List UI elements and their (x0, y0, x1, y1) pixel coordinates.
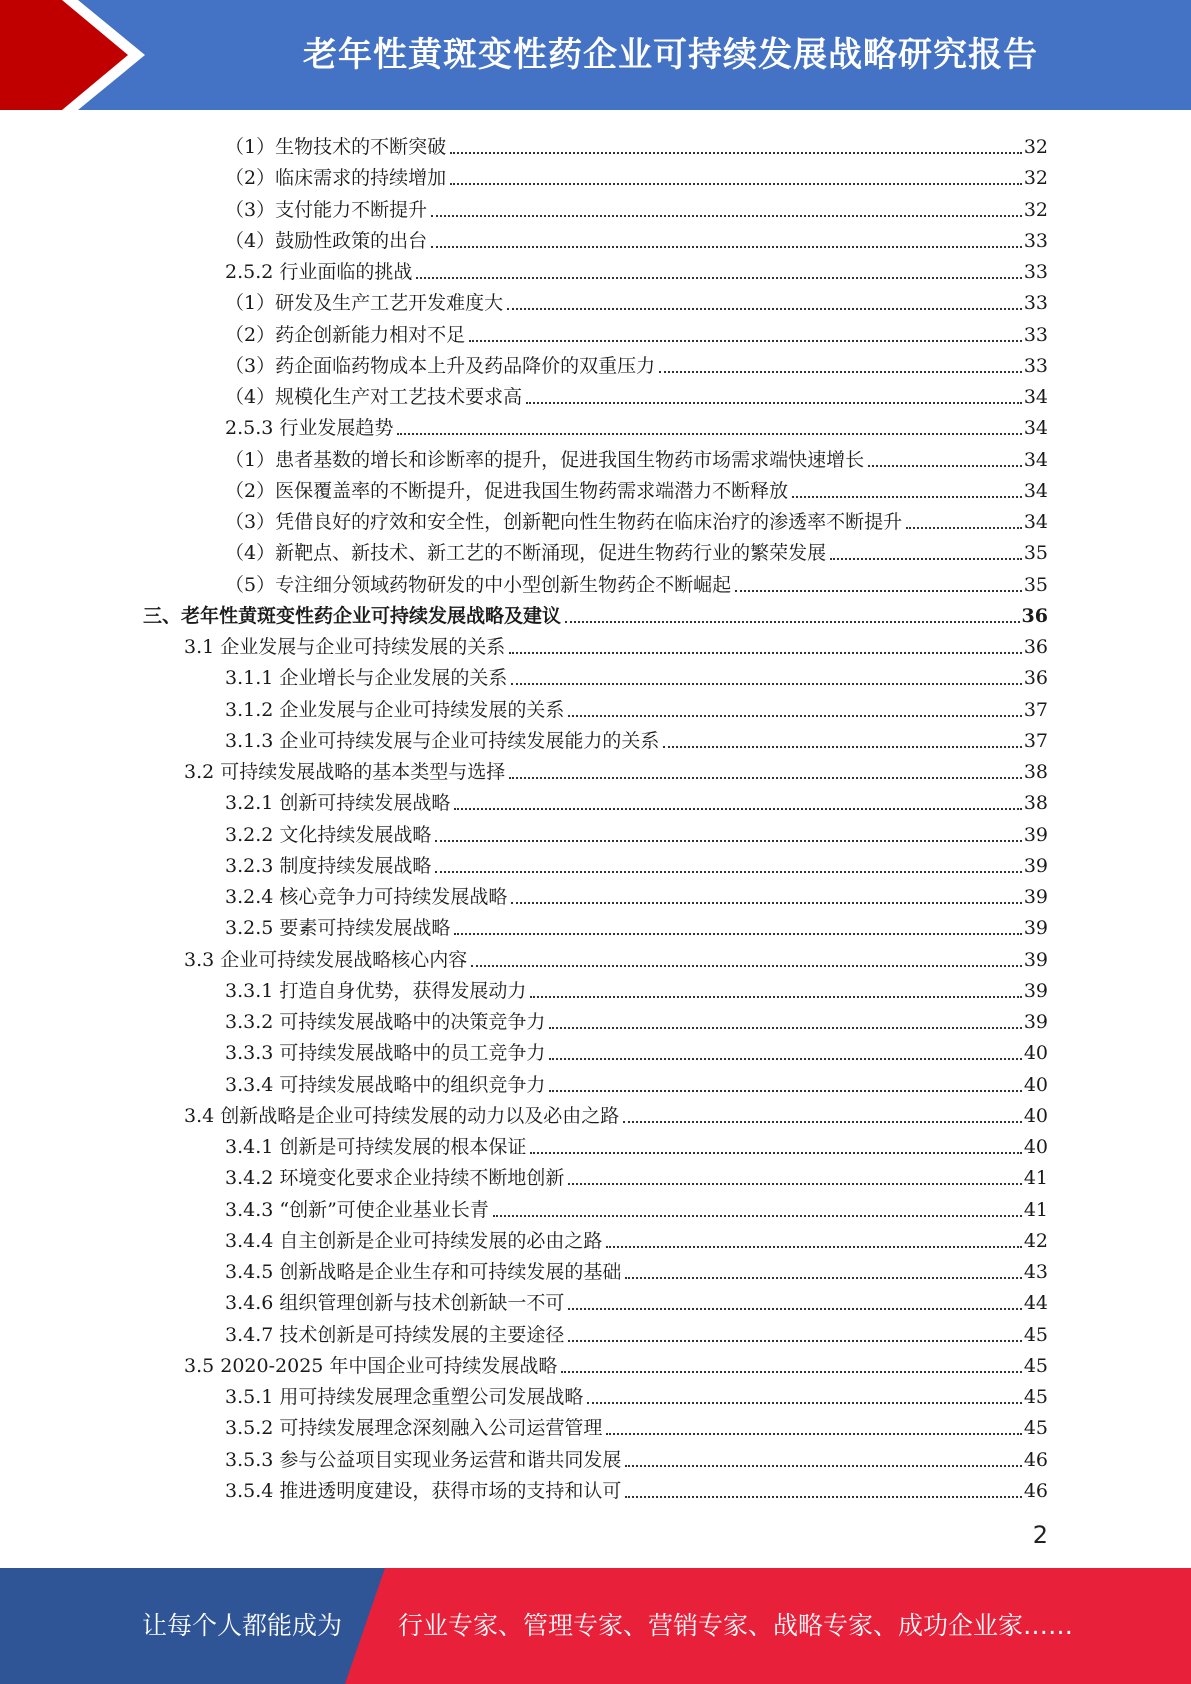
toc-entry-page: 39 (1023, 1011, 1048, 1033)
toc-entry[interactable] (225, 346, 1048, 377)
toc-dot-leader (454, 933, 1021, 935)
toc-dot-leader (507, 308, 1022, 310)
toc-entry[interactable] (225, 221, 1048, 252)
toc-entry[interactable] (225, 408, 1048, 439)
toc-entry[interactable] (225, 815, 1048, 846)
toc-entry-label: 3.5.2 可持续发展理念深刻融入公司运营管理 (225, 1417, 603, 1440)
toc-entry[interactable] (225, 377, 1048, 408)
toc-entry[interactable] (225, 502, 1048, 533)
toc-entry-page: 32 (1023, 198, 1048, 221)
toc-entry-label: （3）凭借良好的疗效和安全性，创新靶向性生物药在临床治疗的渗透率不断提升 (225, 511, 903, 533)
toc-dot-leader (659, 371, 1022, 373)
toc-entry-page: 40 (1023, 1042, 1048, 1065)
toc-entry-label: （2）医保覆盖率的不断提升，促进我国生物药需求端潜力不断释放 (225, 479, 789, 502)
toc-dot-leader (568, 715, 1021, 717)
toc-entry[interactable] (225, 1221, 1048, 1252)
toc-entry-label: （1）生物技术的不断突破 (225, 136, 447, 158)
toc-entry-label: 3.3.3 可持续发展战略中的员工竞争力 (225, 1042, 546, 1065)
toc-dot-leader (792, 496, 1022, 498)
toc-entry-page: 33 (1023, 323, 1048, 346)
toc-dot-leader (511, 902, 1021, 904)
toc-entry-label: 3.5.3 参与公益项目实现业务运营和谐共同发展 (225, 1448, 622, 1471)
toc-entry-page: 44 (1023, 1292, 1048, 1315)
toc-entry-label: （3）药企面临药物成本上升及药品降价的双重压力 (225, 354, 656, 377)
toc-dot-leader (469, 340, 1022, 342)
toc-entry-page: 33 (1023, 229, 1048, 252)
toc-entry[interactable] (225, 1158, 1048, 1189)
toc-entry-label: 3.4.4 自主创新是企业可持续发展的必由之路 (225, 1229, 603, 1252)
toc-entry[interactable] (225, 1065, 1048, 1096)
toc-entry-page: 39 (1023, 823, 1048, 846)
toc-entry[interactable] (225, 471, 1048, 502)
toc-entry-page: 41 (1023, 1198, 1048, 1221)
toc-entry-label: 3.4.1 创新是可持续发展的根本保证 (225, 1136, 527, 1158)
toc-entry[interactable] (225, 1377, 1048, 1408)
toc-entry[interactable] (225, 1252, 1048, 1283)
toc-dot-leader (549, 1027, 1021, 1029)
toc-entry[interactable] (225, 127, 1048, 158)
toc-entry-label: 2.5.2 行业面临的挑战 (225, 261, 413, 283)
toc-entry-page: 40 (1023, 1073, 1048, 1096)
toc-dot-leader (561, 1371, 1021, 1373)
toc-dot-leader (431, 246, 1022, 248)
toc-entry-page: 37 (1023, 698, 1048, 721)
toc-dot-leader (530, 996, 1021, 998)
toc-entry-label: 3.5.1 用可持续发展理念重塑公司发展战略 (225, 1386, 584, 1408)
toc-dot-leader (454, 808, 1021, 810)
toc-entry-label: 3.2.3 制度持续发展战略 (225, 854, 432, 877)
toc-entry-page: 33 (1023, 261, 1048, 283)
toc-dot-leader (568, 1308, 1021, 1310)
toc-entry-label: 3.5 2020-2025 年中国企业可持续发展战略 (184, 1354, 558, 1377)
toc-entry-page: 34 (1023, 386, 1048, 408)
toc-dot-leader (868, 465, 1022, 467)
toc-entry[interactable] (184, 752, 1048, 783)
toc-entry-page: 35 (1023, 573, 1048, 596)
toc-entry-label: （5）专注细分领域药物研发的中小型创新生物药企不断崛起 (225, 573, 732, 596)
toc-entry-page: 36 (1023, 667, 1048, 690)
toc-dot-leader (565, 621, 1020, 623)
toc-entry[interactable] (225, 1033, 1048, 1064)
toc-entry-page: 42 (1023, 1229, 1048, 1252)
toc-entry-label: （4）规模化生产对工艺技术要求高 (225, 386, 523, 408)
toc-dot-leader (471, 965, 1022, 967)
toc-entry-page: 37 (1023, 729, 1048, 752)
toc-entry[interactable] (225, 877, 1048, 908)
toc-dot-leader (568, 1183, 1021, 1185)
toc-dot-leader (509, 652, 1022, 654)
toc-entry-page: 34 (1023, 479, 1048, 502)
toc-entry[interactable] (225, 783, 1048, 814)
toc-entry[interactable] (184, 1346, 1048, 1377)
toc-entry-page: 45 (1023, 1417, 1048, 1440)
toc-entry-label: 3.3.2 可持续发展战略中的决策竞争力 (225, 1011, 546, 1033)
toc-entry-page: 34 (1023, 448, 1048, 471)
toc-entry-label: 3.1 企业发展与企业可持续发展的关系 (184, 636, 506, 658)
toc-entry-label: 2.5.3 行业发展趋势 (225, 417, 394, 440)
toc-entry-page: 38 (1023, 761, 1048, 783)
toc-dot-leader (493, 1215, 1022, 1217)
toc-entry-page: 33 (1023, 354, 1048, 377)
toc-entry-page: 45 (1023, 1386, 1048, 1408)
toc-dot-leader (623, 1121, 1022, 1123)
toc-entry[interactable] (225, 1471, 1048, 1502)
toc-dot-leader (435, 840, 1021, 842)
toc-dot-leader (509, 777, 1022, 779)
toc-entry-label: 3.4.5 创新战略是企业生存和可持续发展的基础 (225, 1261, 622, 1283)
toc-dot-leader (587, 1402, 1021, 1404)
toc-entry[interactable] (225, 846, 1048, 877)
toc-entry[interactable] (225, 1408, 1048, 1439)
toc-entry-page: 39 (1023, 886, 1048, 908)
toc-entry-page: 45 (1023, 1323, 1048, 1346)
toc-dot-leader (735, 590, 1022, 592)
toc-entry-page: 39 (1023, 948, 1048, 971)
toc-entry-label: 3.2 可持续发展战略的基本类型与选择 (184, 761, 506, 783)
toc-entry-page: 45 (1023, 1354, 1048, 1377)
toc-entry-page: 36 (1023, 636, 1048, 658)
page-header (0, 0, 1191, 110)
toc-dot-leader (549, 1058, 1021, 1060)
toc-entry-label: 3.1.3 企业可持续发展与企业可持续发展能力的关系 (225, 729, 660, 752)
toc-entry-page: 32 (1023, 167, 1048, 190)
toc-entry[interactable] (225, 565, 1048, 596)
toc-entry-label: （4）新靶点、新技术、新工艺的不断涌现，促进生物药行业的繁荣发展 (225, 542, 827, 565)
toc-entry-page: 46 (1023, 1448, 1048, 1471)
toc-entry[interactable] (225, 721, 1048, 752)
toc-entry-label: （2）药企创新能力相对不足 (225, 323, 466, 346)
toc-entry-label: 3.2.5 要素可持续发展战略 (225, 917, 451, 940)
toc-entry[interactable] (225, 1283, 1048, 1314)
toc-entry-page: 39 (1023, 917, 1048, 940)
toc-dot-leader (549, 1090, 1021, 1092)
toc-dot-leader (830, 558, 1022, 560)
toc-entry[interactable] (225, 1315, 1048, 1346)
toc-dot-leader (450, 152, 1022, 154)
toc-dot-leader (450, 183, 1022, 185)
toc-entry-label: 三、老年性黄斑变性药企业可持续发展战略及建议 (143, 604, 562, 627)
toc-entry[interactable] (225, 533, 1048, 564)
toc-entry[interactable] (184, 940, 1048, 971)
toc-dot-leader (511, 683, 1021, 685)
toc-entry-page: 46 (1023, 1479, 1048, 1502)
toc-entry-page: 35 (1023, 542, 1048, 565)
toc-entry[interactable] (225, 158, 1048, 189)
toc-entry-page: 34 (1023, 417, 1048, 440)
toc-entry[interactable] (225, 971, 1048, 1002)
toc-entry-label: 3.1.1 企业增长与企业发展的关系 (225, 667, 508, 690)
toc-dot-leader (416, 277, 1021, 279)
toc-dot-leader (435, 871, 1021, 873)
toc-entry-label: 3.4.7 技术创新是可持续发展的主要途径 (225, 1323, 565, 1346)
toc-entry-page: 38 (1023, 792, 1048, 815)
toc-entry-page: 40 (1023, 1104, 1048, 1127)
toc-entry-label: 3.2.4 核心竞争力可持续发展战略 (225, 886, 508, 908)
toc-entry-label: （1）研发及生产工艺开发难度大 (225, 292, 504, 315)
toc-entry[interactable] (143, 596, 1048, 627)
page-footer (0, 1568, 1191, 1684)
toc-entry-label: （1）患者基数的增长和诊断率的提升，促进我国生物药市场需求端快速增长 (225, 448, 865, 471)
toc-entry[interactable] (225, 658, 1048, 689)
toc-entry-page: 39 (1023, 854, 1048, 877)
footer-slogan-left: 让每个人都能成为 (142, 1611, 343, 1640)
toc-entry[interactable] (225, 1440, 1048, 1471)
toc-entry-page: 41 (1023, 1167, 1048, 1190)
page-number: 2 (1032, 1521, 1048, 1549)
toc-dot-leader (663, 746, 1021, 748)
toc-dot-leader (568, 1340, 1021, 1342)
footer-slogan-right: 行业专家、管理专家、营销专家、战略专家、成功企业家…… (398, 1611, 1074, 1640)
toc-dot-leader (431, 215, 1022, 217)
toc-entry-label: 3.4.6 组织管理创新与技术创新缺一不可 (225, 1292, 565, 1315)
toc-entry-label: （2）临床需求的持续增加 (225, 167, 447, 190)
report-title: 老年性黄斑变性药企业可持续发展战略研究报告 (303, 35, 1038, 75)
toc-dot-leader (530, 1152, 1021, 1154)
toc-entry-label: 3.2.2 文化持续发展战略 (225, 823, 432, 846)
toc-entry[interactable] (225, 1002, 1048, 1033)
toc-entry[interactable] (184, 1096, 1048, 1127)
toc-entry-page: 40 (1023, 1136, 1048, 1158)
toc-entry-page: 43 (1023, 1261, 1048, 1283)
toc-dot-leader (625, 1496, 1021, 1498)
toc-entry-label: （4）鼓励性政策的出台 (225, 229, 428, 252)
toc-entry-label: 3.5.4 推进透明度建设，获得市场的支持和认可 (225, 1479, 622, 1502)
toc-entry-label: 3.4.3 “创新”可使企业基业长青 (225, 1198, 489, 1221)
toc-entry-label: 3.3.4 可持续发展战略中的组织竞争力 (225, 1073, 546, 1096)
toc-entry[interactable] (225, 283, 1048, 314)
toc-entry[interactable] (225, 315, 1048, 346)
toc-entry[interactable] (225, 440, 1048, 471)
toc-entry-page: 32 (1023, 136, 1048, 158)
toc-entry-label: 3.3.1 打造自身优势，获得发展动力 (225, 979, 527, 1002)
toc-entry-label: 3.3 企业可持续发展战略核心内容 (184, 948, 468, 971)
toc-entry-page: 33 (1023, 292, 1048, 315)
toc-dot-leader (625, 1465, 1021, 1467)
toc-entry[interactable] (225, 1127, 1048, 1158)
toc-entry[interactable] (225, 190, 1048, 221)
toc-entry[interactable] (225, 252, 1048, 283)
toc-entry-page: 39 (1023, 979, 1048, 1002)
toc-dot-leader (606, 1246, 1021, 1248)
toc-dot-leader (625, 1277, 1021, 1279)
toc-entry-page: 34 (1023, 511, 1048, 533)
toc-dot-leader (526, 402, 1022, 404)
toc-dot-leader (606, 1433, 1021, 1435)
toc-entry[interactable] (225, 1190, 1048, 1221)
toc-entry-label: 3.1.2 企业发展与企业可持续发展的关系 (225, 698, 565, 721)
toc-entry-label: （3）支付能力不断提升 (225, 198, 428, 221)
toc-entry[interactable] (225, 908, 1048, 939)
toc-entry-label: 3.4.2 环境变化要求企业持续不断地创新 (225, 1167, 565, 1190)
toc-dot-leader (906, 527, 1022, 529)
toc-entry[interactable] (184, 627, 1048, 658)
toc-dot-leader (397, 433, 1021, 435)
toc-entry[interactable] (225, 690, 1048, 721)
toc-entry-label: 3.2.1 创新可持续发展战略 (225, 792, 451, 815)
toc-entry-page: 36 (1021, 604, 1048, 627)
toc-entry-label: 3.4 创新战略是企业可持续发展的动力以及必由之路 (184, 1104, 620, 1127)
header-arrow-decoration (0, 0, 160, 110)
